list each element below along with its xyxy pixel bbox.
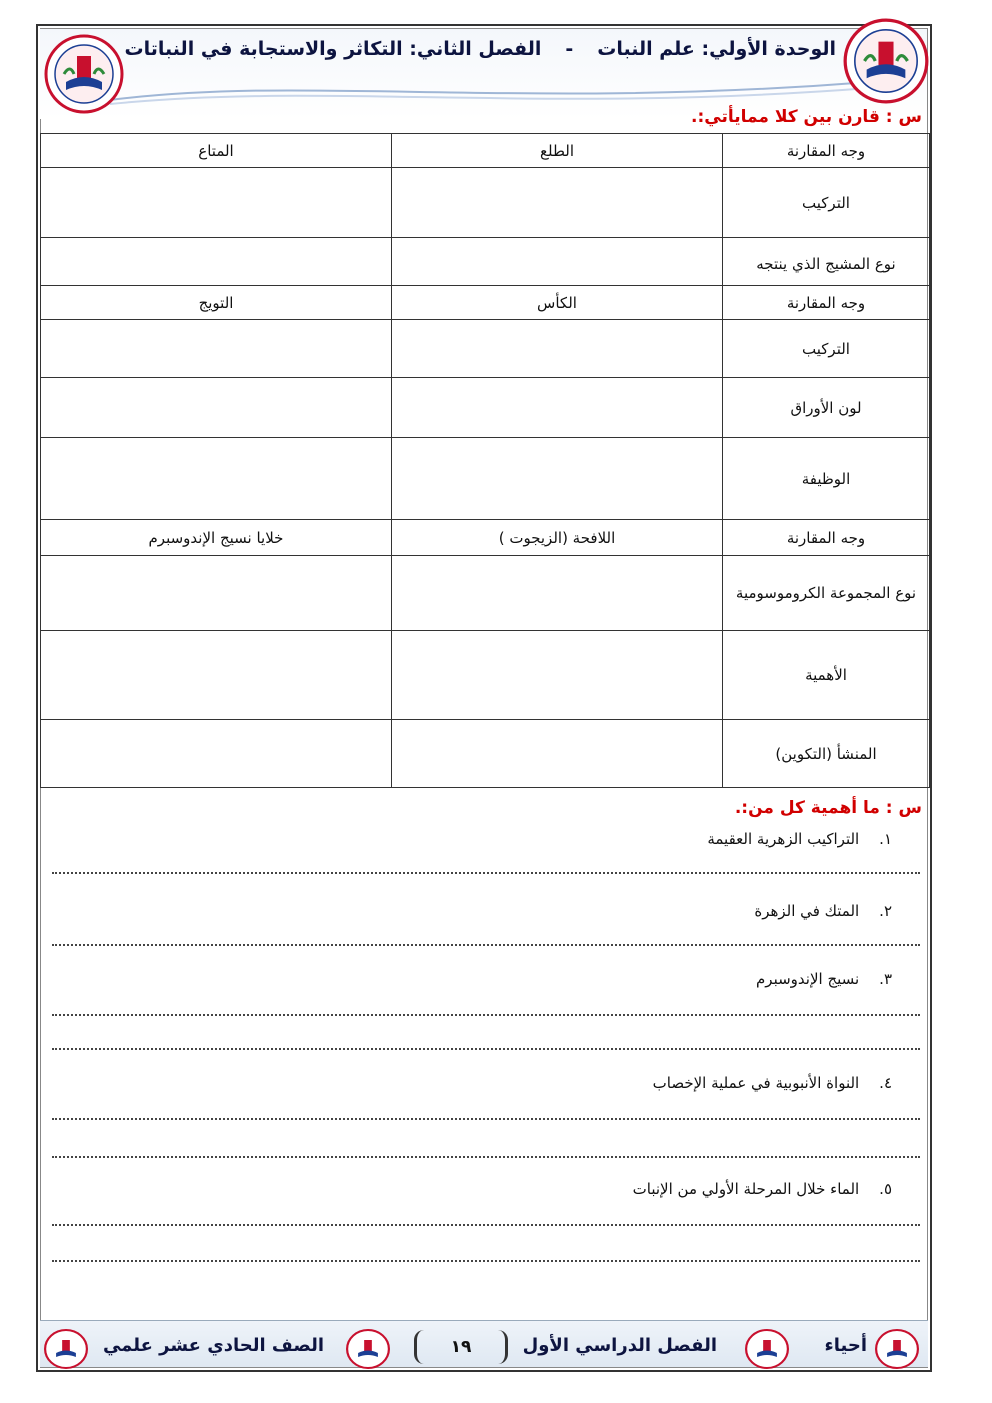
list-item bbox=[756, 970, 892, 988]
header-title bbox=[124, 38, 836, 72]
item-text: التراكيب الزهرية العقيمة bbox=[707, 830, 860, 848]
answer-cell[interactable] bbox=[392, 438, 723, 520]
answer-line[interactable] bbox=[52, 1156, 920, 1158]
item-number: ٥. bbox=[879, 1180, 892, 1198]
row-label: لون الأوراق bbox=[723, 378, 930, 438]
item-number: ٤. bbox=[879, 1074, 892, 1092]
answer-line[interactable] bbox=[52, 1118, 920, 1120]
header-cell: الطلع bbox=[392, 134, 723, 168]
answer-cell[interactable] bbox=[41, 320, 392, 378]
table-row bbox=[41, 631, 930, 720]
row-label: الوظيفة bbox=[723, 438, 930, 520]
list-item bbox=[653, 1074, 892, 1092]
answer-cell[interactable] bbox=[392, 320, 723, 378]
item-number: ٣. bbox=[879, 970, 892, 988]
answer-cell[interactable] bbox=[392, 631, 723, 720]
table-row bbox=[41, 168, 930, 238]
answer-cell[interactable] bbox=[41, 168, 392, 238]
row-label: نوع المجموعة الكروموسومية bbox=[723, 556, 930, 631]
table-row bbox=[41, 720, 930, 788]
page-number: ١٩ bbox=[414, 1330, 508, 1364]
footer-term: الفصل الدراسي الأول bbox=[522, 1335, 717, 1356]
answer-cell[interactable] bbox=[392, 168, 723, 238]
header-cell: وجه المقارنة bbox=[723, 134, 930, 168]
table-row bbox=[41, 238, 930, 286]
table-row bbox=[41, 320, 930, 378]
row-label: المنشأ (التكوين) bbox=[723, 720, 930, 788]
row-label: التركيب bbox=[723, 320, 930, 378]
answer-cell[interactable] bbox=[41, 238, 392, 286]
footer-logo bbox=[875, 1329, 919, 1369]
item-text: نسيج الإندوسبرم bbox=[756, 970, 860, 988]
answer-line[interactable] bbox=[52, 1014, 920, 1016]
answer-line[interactable] bbox=[52, 1048, 920, 1050]
header-cell: المتاع bbox=[41, 134, 392, 168]
answer-line[interactable] bbox=[52, 872, 920, 874]
answer-cell[interactable] bbox=[41, 631, 392, 720]
answer-cell[interactable] bbox=[392, 720, 723, 788]
row-label: الأهمية bbox=[723, 631, 930, 720]
list-item bbox=[754, 902, 892, 920]
item-text: النواة الأنبوبية في عملية الإخصاب bbox=[652, 1074, 860, 1092]
table-row bbox=[41, 438, 930, 520]
table-row bbox=[41, 556, 930, 631]
header-unit: الوحدة الأولي: علم النبات bbox=[597, 38, 836, 60]
answer-cell[interactable] bbox=[41, 720, 392, 788]
answer-cell[interactable] bbox=[41, 438, 392, 520]
answer-line[interactable] bbox=[52, 944, 920, 946]
answer-cell[interactable] bbox=[41, 556, 392, 631]
header-cell: وجه المقارنة bbox=[723, 520, 930, 556]
item-number: ١. bbox=[879, 830, 892, 848]
answer-cell[interactable] bbox=[392, 556, 723, 631]
logo-right bbox=[843, 18, 929, 104]
footer-logo bbox=[745, 1329, 789, 1369]
footer-subject: أحياء bbox=[824, 1335, 867, 1356]
item-text: المتك في الزهرة bbox=[754, 902, 860, 920]
header-cell: التويج bbox=[41, 286, 392, 320]
answer-cell[interactable] bbox=[41, 378, 392, 438]
logo-left bbox=[44, 34, 124, 114]
answer-cell[interactable] bbox=[392, 238, 723, 286]
question1-title: س : قارن بين كلا ممايأتي:. bbox=[691, 107, 922, 127]
table-row bbox=[41, 378, 930, 438]
header-chapter: الفصل الثاني: التكاثر والاستجابة في النباتات bbox=[124, 38, 542, 60]
answer-line[interactable] bbox=[52, 1224, 920, 1226]
header-cell: خلايا نسيج الإندوسبرم bbox=[41, 520, 392, 556]
footer-logo bbox=[346, 1329, 390, 1369]
row-label: نوع المشيج الذي ينتجه bbox=[723, 238, 930, 286]
footer-logo bbox=[44, 1329, 88, 1369]
answer-line[interactable] bbox=[52, 1260, 920, 1262]
table-header-row bbox=[41, 520, 930, 556]
table-header-row bbox=[41, 286, 930, 320]
header-cell: الكأس bbox=[392, 286, 723, 320]
list-item bbox=[633, 1180, 892, 1198]
list-item bbox=[707, 830, 892, 848]
header-cell: وجه المقارنة bbox=[723, 286, 930, 320]
header-separator: - bbox=[565, 38, 574, 60]
item-number: ٢. bbox=[879, 902, 892, 920]
header-cell: اللافحة (الزيجوت ) bbox=[392, 520, 723, 556]
header-wave-decoration bbox=[110, 70, 870, 110]
row-label: التركيب bbox=[723, 168, 930, 238]
answer-cell[interactable] bbox=[392, 378, 723, 438]
item-text: الماء خلال المرحلة الأولي من الإنبات bbox=[632, 1180, 860, 1198]
table-header-row bbox=[41, 134, 930, 168]
footer-grade: الصف الحادي عشر علمي bbox=[102, 1335, 324, 1356]
question2-title: س : ما أهمية كل من:. bbox=[734, 798, 922, 818]
comparison-table bbox=[40, 133, 930, 788]
